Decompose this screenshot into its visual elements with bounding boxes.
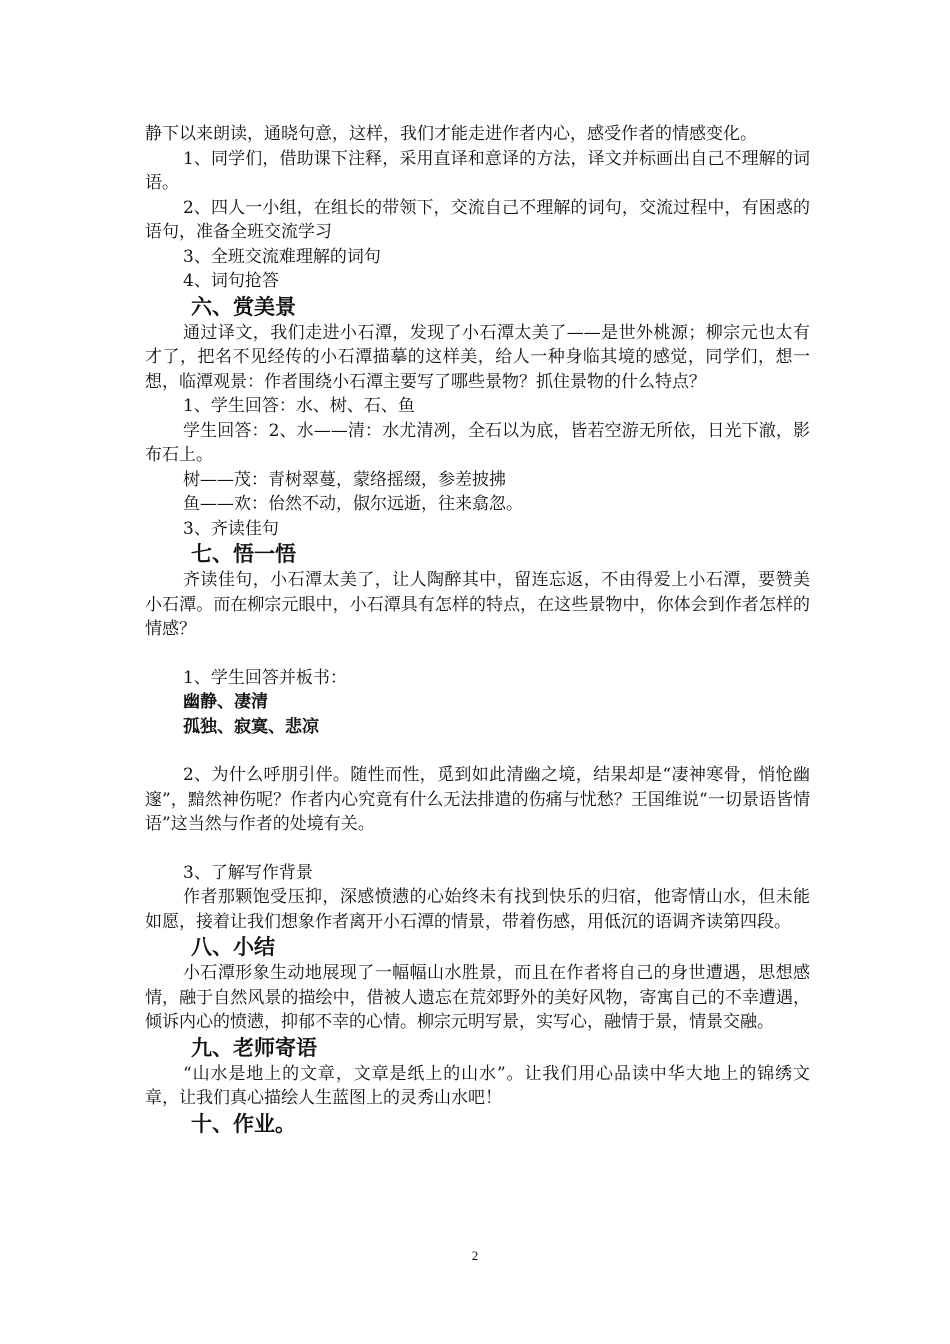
- board-note: 孤独、寂寞、悲凉: [183, 716, 319, 737]
- page-body: [145, 122, 810, 1138]
- paragraph: 树——茂：青树翠蔓，蒙络摇缀，参差披拂: [183, 469, 506, 490]
- paragraph: 作者那颗饱受压抑，深感愤懑的心始终未有找到快乐的归宿，他寄情山水，但未能如愿，接着让我们想象作者离开小石潭的情景，带着伤感，用低沉的语调齐读第四段。: [145, 887, 810, 932]
- blank-line: [145, 837, 810, 861]
- paragraph: 1、学生回答并板书：: [183, 667, 347, 688]
- page-number: 2: [471, 1248, 479, 1263]
- paragraph: 2、四人一小组，在组长的带领下，交流自己不理解的词句，交流过程中，有困惑的语句，准备全班交流学习: [145, 197, 810, 242]
- blank-line: [145, 739, 810, 763]
- paragraph: 鱼——欢：佁然不动，俶尔远逝，往来翕忽。: [183, 494, 523, 514]
- section-heading: 六、赏美景: [191, 294, 296, 319]
- paragraph: 小石潭形象生动地展现了一幅幅山水胜景，而且在作者将自己的身世遭遇，思想感情，融于自然风景的描绘中，借被人遗忘在荒郊野外的美好风物，寄寓自己的不幸遭遇，倾诉内心的愤懑，抑郁不幸的心情。柳宗元明写景，实写心，融情于景，情景交融。: [145, 963, 810, 1032]
- paragraph: 3、了解写作背景: [183, 862, 313, 883]
- paragraph: 3、全班交流难理解的词句: [183, 246, 381, 267]
- paragraph: 3、齐读佳句: [183, 518, 279, 539]
- paragraph: 通过译文，我们走进小石潭，发现了小石潭太美了——是世外桃源；柳宗元也太有才了，把名不见经传的小石潭描摹的这样美，给人一种身临其境的感觉，同学们，想一想，临潭观景：作者围绕小石潭主要写了哪些景物？抓住景物的什么特点？: [145, 322, 810, 392]
- paragraph: 1、学生回答：水、树、石、鱼: [183, 396, 415, 416]
- paragraph: 1、同学们，借助课下注释，采用直译和意译的方法，译文并标画出自己不理解的词语。: [145, 148, 810, 193]
- paragraph: 学生回答：2、水——清：水尤清冽，全石以为底，皆若空游无所依，日光下澈，影布石上。: [145, 420, 810, 465]
- blank-line: [145, 642, 810, 666]
- paragraph: 4、词句抢答: [183, 271, 279, 291]
- paragraph: 静下以来朗读，通晓句意，这样，我们才能走进作者内心，感受作者的情感变化。: [145, 124, 757, 144]
- paragraph: 齐读佳句，小石潭太美了，让人陶醉其中，留连忘返，不由得爱上小石潭，要赞美小石潭。而在柳宗元眼中，小石潭具有怎样的特点，在这些景物中，你体会到作者怎样的情感？: [145, 570, 810, 639]
- section-heading: 七、悟一悟: [191, 542, 296, 566]
- board-note: 幽静、凄清: [183, 692, 268, 712]
- paragraph: 2、为什么呼朋引伴。随性而性，觅到如此清幽之境，结果却是“凄神寒骨，悄怆幽邃”，黯然神伤呢？作者内心究竟有什么无法排遣的伤痛与忧愁？王国维说“一切景语皆情语”这当然与作者的处境有关。: [145, 765, 810, 834]
- section-heading: 八、小结: [191, 935, 275, 959]
- section-heading: 九、老师寄语: [191, 1035, 317, 1060]
- section-heading: 十、作业。: [191, 1111, 296, 1136]
- paragraph: “山水是地上的文章，文章是纸上的山水”。让我们用心品读中华大地上的锦绣文章，让我们真心描绘人生蓝图上的灵秀山水吧！: [145, 1063, 810, 1108]
